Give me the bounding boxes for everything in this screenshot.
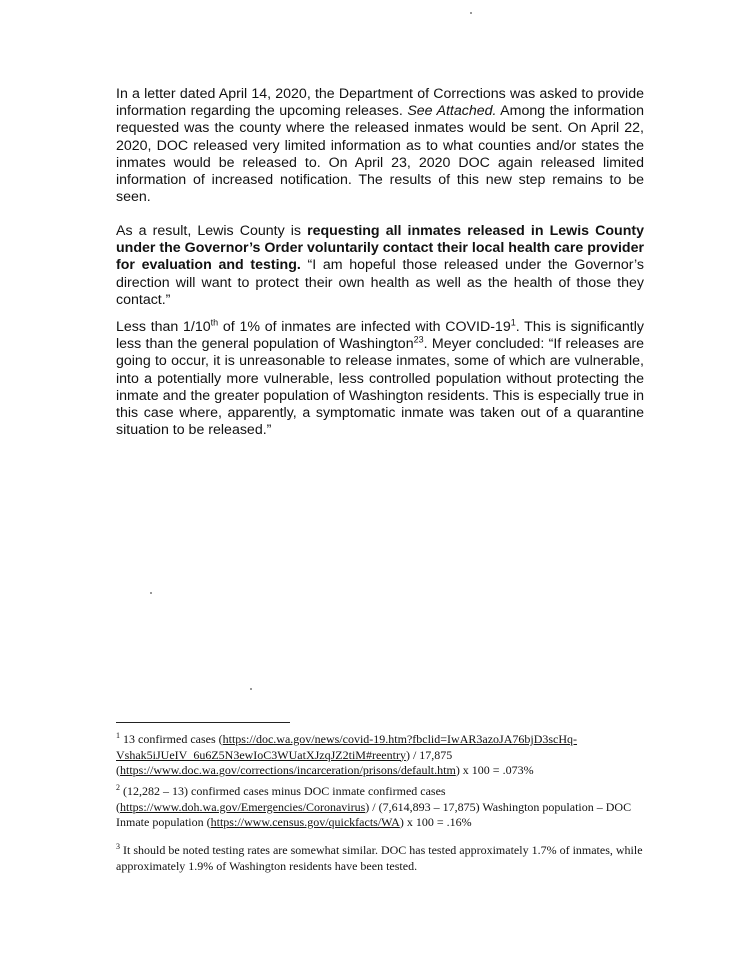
paragraph-request [116,223,644,309]
see-attached-reference: See Attached. [407,103,497,120]
footnote-3 [116,843,646,874]
footnote-2 [116,784,646,831]
footnote-text: (12,282 – 13) confirmed cases minus DOC inmate confirmed cases ( [116,784,446,814]
footnote-ref-23[interactable]: 23 [413,334,424,345]
footnote-text: It should be noted testing rates are somewhat similar. DOC has tested approximately 1.7% of inmates, while approximately 1.9% of Washington residents have been tested. [116,843,643,873]
paragraph-text: Less than 1/10 [116,319,211,335]
paragraph-text: “I am hopeful those released under the Governor’s direction will want to protect their own health as well as the health of those they contact.” [116,257,645,308]
footnote-ref-1[interactable]: 1 [510,317,516,328]
paragraph-text: . This is significantly less than the general population of Washington [116,319,644,353]
footnote-text: ) / 17,875 ( [116,747,453,778]
footnote-link-census[interactable]: https://www.census.gov/quickfacts/WA [210,815,400,830]
footnote-link-doh-coronavirus[interactable]: https://www.doh.wa.gov/Emergencies/Coronavirus [120,799,366,814]
paragraph-text: In a letter dated April 14, 2020, the Department of Corrections was asked to provide information regarding the upcoming releases. [116,86,644,120]
paragraph-letter-context [116,86,644,206]
scan-speck [250,688,252,690]
scan-speck [150,592,152,594]
paragraph-text: of 1% of inmates are infected with COVID-19 [218,319,511,335]
paragraph-text: As a result, Lewis County is [116,223,308,239]
paragraph-text: Among the information requested was the county where the released inmates would be sent. On April 22, 2020, DOC released very limited information as to what counties and/or states the inmates would be released to. On April 23, 2020 DOC again released limited information of increased notification. The results of this new step remains to be seen. [116,103,644,206]
footnote-text: 13 confirmed cases ( [120,732,223,746]
footnote-text: ) / (7,614,893 – 17,875) Washington population – DOC Inmate population ( [116,799,632,830]
paragraph-infection-rate [116,319,644,439]
request-emphasis: requesting all inmates released in Lewis County under the Governor’s Order voluntarily contact their local health care provider for evaluation and testing. [116,223,644,274]
scan-speck [470,12,472,14]
ordinal-superscript: th [210,317,219,328]
footnote-1 [116,732,646,779]
footnote-divider [116,722,290,723]
footnote-link-doc-prisons[interactable]: https://www.doc.wa.gov/corrections/incarceration/prisons/default.htm [120,763,456,778]
footnote-marker: 2 [116,783,120,792]
footnote-link-doc-covid[interactable]: https://doc.wa.gov/news/covid-19.htm?fbclid=IwAR3azoJA76bjD3scHq-Vshak5iJUeIV_6u6Z5N3ewIoC3WUatXJzqJZ2tiM#reentry [116,732,578,762]
footnote-text: ) x 100 = .16% [399,815,472,830]
paragraph-text: . Meyer concluded: “If releases are going to occur, it is unreasonable to release inmates, some of which are vulnerable, into a potentially more vulnerable, less controlled population without protecting the inmate and the greater population of Washington residents. This is especially true in this case where, apparently, a symptomatic inmate was taken out of a quarantine situation to be released.” [116,336,644,439]
footnote-marker: 3 [116,842,120,851]
footnote-marker: 1 [116,731,120,740]
footnote-text: ) x 100 = .073% [455,763,534,778]
